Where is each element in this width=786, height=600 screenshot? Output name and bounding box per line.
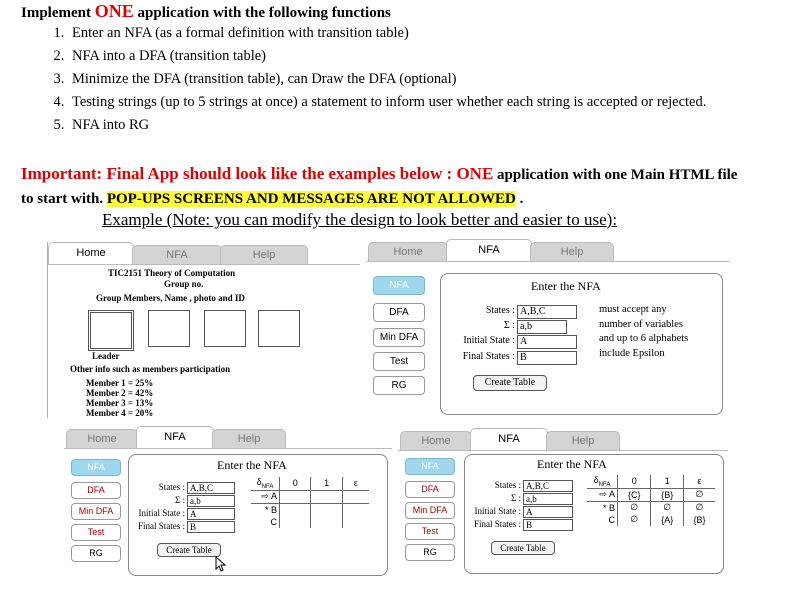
create-table-button[interactable]: Create Table — [157, 543, 221, 557]
function-item: 2. NFA into a DFA (transition table) — [68, 45, 748, 68]
sidebar-min-dfa-button[interactable]: Min DFA — [405, 502, 455, 519]
final-states-label: Final States : — [138, 521, 185, 531]
transition-table-empty — [251, 477, 369, 528]
function-item: 4. Testing strings (up to 5 strings at once) a statement to inform user whether each string is accepted or rejected. — [68, 91, 748, 114]
sidebar-test-button[interactable]: Test — [373, 352, 425, 371]
col-header: ε — [342, 477, 369, 490]
sidebar-rg-button[interactable]: RG — [373, 376, 425, 395]
sigma-input[interactable]: a,b — [523, 493, 573, 505]
important-note: Important: Final App should look like the examples below : ONE application with one Main HTML file to start with. POP-UPS SCREENS AND MESSAGES ARE NOT ALLOWED . — [21, 164, 738, 207]
highlighted-rule: POP-UPS SCREENS AND MESSAGES ARE NOT ALLOWED — [106, 191, 516, 207]
sidebar-test-button[interactable]: Test — [71, 524, 121, 541]
col-header: 0 — [618, 475, 651, 488]
col-header: ε — [683, 475, 715, 488]
table-row: * B ∅ ∅ ∅ — [587, 501, 715, 514]
nfa-form-box — [128, 454, 388, 576]
sigma-label: Σ : — [503, 320, 515, 331]
sidebar-nfa-button[interactable]: NFA — [373, 276, 425, 295]
tab-help[interactable]: Help — [220, 245, 308, 264]
states-input[interactable]: A,B,C — [517, 305, 577, 319]
nfa-form-box — [464, 454, 724, 574]
table-row: C ∅ {A} {B} — [587, 514, 715, 526]
table-row: ⇨ A — [251, 490, 369, 503]
tab-help[interactable]: Help — [530, 242, 614, 261]
leader-label: Leader — [92, 351, 120, 361]
function-item: 5. NFA into RG — [68, 114, 748, 137]
table-cell: {A} — [651, 514, 684, 526]
form-heading: Enter the NFA — [217, 458, 287, 472]
cursor-icon — [215, 556, 229, 572]
col-header: 0 — [280, 477, 311, 490]
tab-nfa[interactable]: NFA — [470, 428, 548, 451]
members-heading: Group Members, Name , photo and ID — [96, 293, 245, 303]
tab-nfa[interactable]: NFA — [446, 239, 532, 262]
home-panel — [47, 242, 363, 418]
table-cell: ∅ — [683, 501, 715, 514]
sigma-label: Σ : — [511, 493, 521, 503]
tab-home[interactable]: Home — [368, 242, 448, 261]
states-input[interactable]: A,B,C — [523, 480, 573, 492]
other-info: Other info such as members participation — [70, 364, 231, 374]
table-cell: {B} — [683, 514, 715, 526]
initial-state-label: Initial State : — [138, 508, 185, 518]
table-row: ⇨ A {C} {B} ∅ — [587, 488, 715, 501]
sidebar-rg-button[interactable]: RG — [405, 544, 455, 561]
example-heading: Example (Note: you can modify the design to look better and easier to use): — [102, 210, 618, 229]
nfa-table-panel — [64, 426, 392, 576]
member-photo — [88, 310, 134, 351]
nfa-filled-table-panel — [398, 428, 728, 578]
nfa-entry-panel — [366, 239, 730, 419]
sidebar-nfa-button[interactable]: NFA — [71, 459, 121, 476]
final-states-input[interactable]: B — [523, 519, 573, 531]
table-cell: ∅ — [618, 514, 651, 526]
table-row: * B — [251, 503, 369, 516]
sigma-input[interactable]: a,b — [187, 495, 235, 507]
sidebar-rg-button[interactable]: RG — [71, 545, 121, 562]
tab-home[interactable]: Home — [48, 242, 134, 265]
sidebar-nfa-button[interactable]: NFA — [405, 458, 455, 475]
group-number: Group no. — [164, 279, 204, 289]
initial-state-input[interactable]: A — [523, 506, 573, 518]
member-photo — [204, 310, 246, 347]
table-cell: ∅ — [618, 501, 651, 514]
sidebar-dfa-button[interactable]: DFA — [71, 482, 121, 499]
tab-nfa[interactable]: NFA — [136, 426, 214, 449]
tab-home[interactable]: Home — [400, 431, 472, 450]
initial-state-input[interactable]: A — [517, 335, 577, 349]
sidebar-min-dfa-button[interactable]: Min DFA — [373, 328, 425, 347]
assignment-title: Implement ONE application with the following functions — [21, 1, 391, 21]
member-row: Member 3 = 13% — [86, 398, 154, 408]
initial-state-label: Initial State : — [463, 335, 515, 346]
col-header: 1 — [311, 477, 342, 490]
member-photo — [148, 310, 190, 347]
form-heading: Enter the NFA — [537, 457, 607, 471]
col-header: 1 — [651, 475, 684, 488]
transition-table-filled — [587, 475, 715, 526]
states-label: States : — [158, 482, 185, 492]
nfa-form-box — [440, 273, 723, 415]
create-table-button[interactable]: Create Table — [491, 541, 555, 555]
table-corner: $\delta_{NFA}$ — [251, 477, 280, 490]
table-corner: $\delta_{NFA}$ — [587, 475, 618, 488]
course-title: TIC2151 Theory of Computation — [108, 268, 236, 278]
table-row: C — [251, 516, 369, 528]
function-item: 3. Minimize the DFA (transition table), can Draw the DFA (optional) — [68, 68, 748, 91]
final-states-input[interactable]: B — [517, 351, 577, 365]
member-row: Member 1 = 25% — [86, 378, 154, 388]
sigma-input[interactable]: a,b — [517, 320, 567, 334]
tab-home[interactable]: Home — [66, 429, 138, 448]
states-input[interactable]: A,B,C — [187, 482, 235, 494]
table-cell: {C} — [618, 488, 651, 501]
initial-state-label: Initial State : — [474, 506, 521, 516]
sidebar-dfa-button[interactable]: DFA — [373, 303, 425, 322]
final-states-input[interactable]: B — [187, 521, 235, 533]
tab-help[interactable]: Help — [546, 431, 620, 450]
sigma-label: Σ : — [175, 495, 185, 505]
input-note: must accept any number of variables and up to 6 alphabets include Epsilon — [599, 304, 689, 359]
sidebar-test-button[interactable]: Test — [405, 523, 455, 540]
member-row: Member 4 = 20% — [86, 408, 154, 418]
table-cell: ∅ — [651, 501, 684, 514]
tab-help[interactable]: Help — [212, 429, 286, 448]
member-row: Member 2 = 42% — [86, 388, 154, 398]
final-states-label: Final States : — [474, 519, 521, 529]
final-states-label: Final States : — [462, 351, 515, 362]
create-table-button[interactable]: Create Table — [473, 375, 547, 391]
tab-nfa[interactable]: NFA — [132, 245, 222, 264]
function-item: 1. Enter an NFA (as a formal definition with transition table) — [68, 22, 748, 45]
function-list — [20, 22, 748, 137]
form-heading: Enter the NFA — [531, 279, 601, 293]
table-cell: ∅ — [683, 488, 715, 501]
initial-state-input[interactable]: A — [187, 508, 235, 520]
member-photo — [258, 310, 300, 347]
table-cell: {B} — [651, 488, 684, 501]
sidebar-min-dfa-button[interactable]: Min DFA — [71, 503, 121, 520]
states-label: States : — [494, 480, 521, 490]
sidebar-dfa-button[interactable]: DFA — [405, 481, 455, 498]
states-label: States : — [485, 305, 515, 316]
